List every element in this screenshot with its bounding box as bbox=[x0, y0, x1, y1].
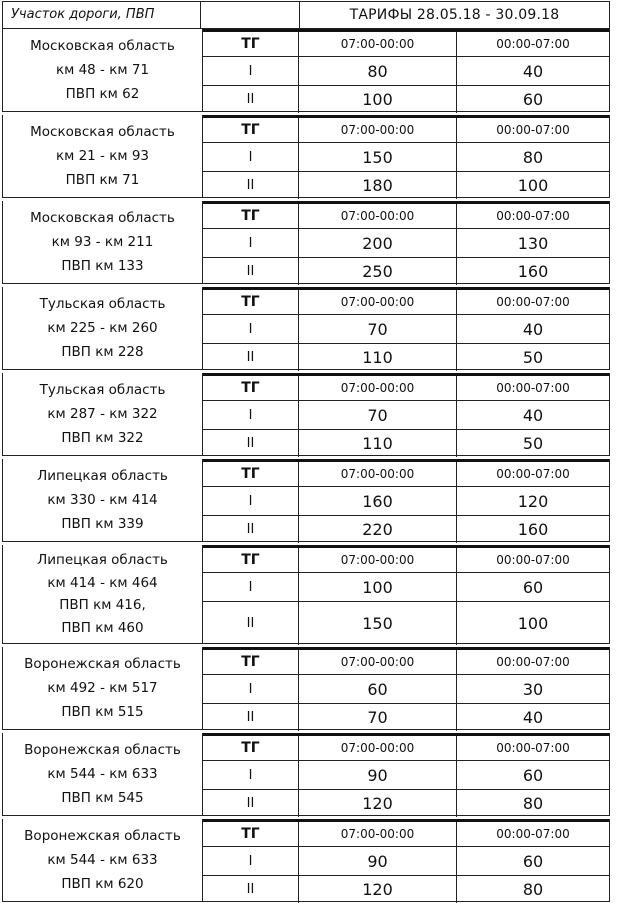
section-name bbox=[3, 201, 203, 283]
section-name bbox=[3, 115, 203, 197]
day-tariff-cell: 110 bbox=[299, 430, 457, 457]
tariff-row bbox=[203, 228, 609, 257]
night-tariff-cell: 60 bbox=[522, 851, 544, 871]
category-cell: II bbox=[203, 430, 299, 457]
day-tariff-cell: 100 bbox=[299, 86, 457, 113]
section-block bbox=[2, 819, 610, 902]
section-blocks bbox=[2, 29, 610, 902]
section-name-line: ПВП км 62 bbox=[65, 85, 140, 102]
section-name-line: Воронежская область bbox=[24, 827, 181, 844]
section-name-line: км 544 - км 633 bbox=[47, 765, 158, 782]
section-name bbox=[3, 373, 203, 455]
section-name-line: км 225 - км 260 bbox=[47, 319, 158, 336]
section-name-line: км 287 - км 322 bbox=[47, 405, 158, 422]
day-tariff-cell: 120 bbox=[299, 790, 457, 817]
night-tariff-cell: 00:00-07:00 bbox=[496, 37, 570, 51]
day-tariff-cell: 70 bbox=[299, 401, 457, 429]
section-block bbox=[2, 115, 610, 198]
category-cell: II bbox=[203, 876, 299, 903]
tariff-rows bbox=[203, 201, 609, 283]
section-name-line: ПВП км 322 bbox=[61, 429, 144, 446]
day-tariff-cell: 250 bbox=[299, 258, 457, 285]
tariff-rows bbox=[203, 459, 609, 541]
night-tariff-cell: 80 bbox=[522, 880, 544, 899]
night-tariff-cell: 50 bbox=[522, 434, 544, 453]
night-tariff-cell: 160 bbox=[517, 262, 549, 281]
category-cell: I bbox=[203, 57, 299, 85]
section-name-line: Тульская область bbox=[39, 381, 166, 398]
section-name-line: ПВП км 620 bbox=[61, 875, 144, 892]
night-tariff-cell: 130 bbox=[517, 233, 549, 253]
section-name bbox=[3, 819, 203, 901]
tariff-row bbox=[203, 674, 609, 703]
section-name-line: км 330 - км 414 bbox=[47, 491, 158, 508]
tariff-row bbox=[203, 171, 609, 199]
day-tariff-cell: 90 bbox=[299, 847, 457, 875]
category-cell: I bbox=[203, 761, 299, 789]
tariff-rows bbox=[203, 733, 609, 815]
category-cell: ТГ bbox=[203, 204, 299, 228]
night-tariff-cell: 80 bbox=[522, 794, 544, 813]
category-cell: ТГ bbox=[203, 462, 299, 486]
section-block bbox=[2, 459, 610, 542]
section-name-line: Тульская область bbox=[39, 295, 166, 312]
tariff-rows bbox=[203, 29, 609, 111]
time-period-row bbox=[203, 115, 609, 142]
night-tariff-cell: 80 bbox=[522, 147, 544, 167]
day-tariff-cell: 120 bbox=[299, 876, 457, 903]
day-tariff-cell: 07:00-00:00 bbox=[299, 204, 457, 228]
section-name-line: Московская область bbox=[30, 37, 175, 54]
night-tariff-cell: 40 bbox=[522, 405, 544, 425]
section-name-line: ПВП км 545 bbox=[61, 789, 144, 806]
category-cell: ТГ bbox=[203, 822, 299, 846]
night-tariff-cell: 40 bbox=[522, 61, 544, 81]
day-tariff-cell: 150 bbox=[299, 143, 457, 171]
tariff-row bbox=[203, 486, 609, 515]
night-tariff-cell: 60 bbox=[522, 90, 544, 109]
category-cell: II bbox=[203, 172, 299, 199]
day-tariff-cell: 150 bbox=[299, 602, 457, 645]
time-period-row bbox=[203, 29, 609, 56]
table-header bbox=[2, 1, 610, 29]
section-name-line: км 48 - км 71 bbox=[55, 61, 150, 78]
tariff-row bbox=[203, 257, 609, 285]
category-cell: I bbox=[203, 143, 299, 171]
time-period-row bbox=[203, 373, 609, 400]
category-cell: ТГ bbox=[203, 650, 299, 674]
tariff-row bbox=[203, 789, 609, 817]
night-tariff-cell: 00:00-07:00 bbox=[496, 827, 570, 841]
night-tariff-cell: 00:00-07:00 bbox=[496, 741, 570, 755]
tariff-row bbox=[203, 400, 609, 429]
day-tariff-cell: 07:00-00:00 bbox=[299, 736, 457, 760]
day-tariff-cell: 220 bbox=[299, 516, 457, 543]
category-cell: I bbox=[203, 847, 299, 875]
section-name-line: Московская область bbox=[30, 209, 175, 226]
tariff-row bbox=[203, 515, 609, 543]
day-tariff-cell: 100 bbox=[299, 573, 457, 601]
category-cell: II bbox=[203, 86, 299, 113]
night-tariff-cell: 160 bbox=[517, 520, 549, 539]
category-cell: I bbox=[203, 401, 299, 429]
tariff-row bbox=[203, 875, 609, 903]
header-section-label: Участок дороги, ПВП bbox=[3, 2, 201, 28]
day-tariff-cell: 07:00-00:00 bbox=[299, 462, 457, 486]
day-tariff-cell: 07:00-00:00 bbox=[299, 548, 457, 572]
night-tariff-cell: 00:00-07:00 bbox=[496, 295, 570, 309]
night-tariff-cell: 40 bbox=[522, 319, 544, 339]
section-name bbox=[3, 647, 203, 729]
night-tariff-cell: 60 bbox=[522, 765, 544, 785]
tariff-row bbox=[203, 343, 609, 371]
night-tariff-cell: 00:00-07:00 bbox=[496, 467, 570, 481]
night-tariff-cell: 100 bbox=[517, 614, 549, 633]
time-period-row bbox=[203, 459, 609, 486]
day-tariff-cell: 200 bbox=[299, 229, 457, 257]
category-cell: II bbox=[203, 704, 299, 731]
section-block bbox=[2, 733, 610, 816]
tariff-row bbox=[203, 703, 609, 731]
section-name-line: км 21 - км 93 bbox=[55, 147, 150, 164]
category-cell: ТГ bbox=[203, 736, 299, 760]
time-period-row bbox=[203, 733, 609, 760]
section-name bbox=[3, 29, 203, 111]
time-period-row bbox=[203, 545, 609, 572]
day-tariff-cell: 07:00-00:00 bbox=[299, 376, 457, 400]
section-name bbox=[3, 545, 203, 643]
section-name bbox=[3, 287, 203, 369]
section-name bbox=[3, 733, 203, 815]
night-tariff-cell: 100 bbox=[517, 176, 549, 195]
tariff-row bbox=[203, 429, 609, 457]
day-tariff-cell: 07:00-00:00 bbox=[299, 822, 457, 846]
section-block bbox=[2, 373, 610, 456]
section-name-line: ПВП км 515 bbox=[61, 703, 144, 720]
day-tariff-cell: 07:00-00:00 bbox=[299, 650, 457, 674]
tariff-row bbox=[203, 85, 609, 113]
section-block bbox=[2, 29, 610, 112]
day-tariff-cell: 160 bbox=[299, 487, 457, 515]
tariff-row bbox=[203, 56, 609, 85]
header-gap bbox=[201, 2, 299, 28]
category-cell: ТГ bbox=[203, 290, 299, 314]
time-period-row bbox=[203, 647, 609, 674]
category-cell: ТГ bbox=[203, 32, 299, 56]
section-name-line: км 492 - км 517 bbox=[47, 679, 158, 696]
night-tariff-cell: 120 bbox=[517, 491, 549, 511]
time-period-row bbox=[203, 287, 609, 314]
tariff-rows bbox=[203, 115, 609, 197]
tariff-row bbox=[203, 760, 609, 789]
tariff-rows bbox=[203, 545, 609, 643]
section-name-line: Липецкая область bbox=[37, 467, 168, 484]
day-tariff-cell: 07:00-00:00 bbox=[299, 118, 457, 142]
section-name-line: Воронежская область bbox=[24, 741, 181, 758]
day-tariff-cell: 07:00-00:00 bbox=[299, 290, 457, 314]
tariff-row bbox=[203, 142, 609, 171]
category-cell: II bbox=[203, 516, 299, 543]
category-cell: II bbox=[203, 790, 299, 817]
section-name bbox=[3, 459, 203, 541]
category-cell: ТГ bbox=[203, 548, 299, 572]
section-name-line: Воронежская область bbox=[24, 655, 181, 672]
section-block bbox=[2, 647, 610, 730]
category-cell: I bbox=[203, 675, 299, 703]
day-tariff-cell: 80 bbox=[299, 57, 457, 85]
category-cell: ТГ bbox=[203, 376, 299, 400]
time-period-row bbox=[203, 819, 609, 846]
tariff-rows bbox=[203, 287, 609, 369]
category-cell: I bbox=[203, 229, 299, 257]
night-tariff-cell: 30 bbox=[522, 679, 544, 699]
section-name-line: ПВП км 460 bbox=[61, 619, 144, 636]
category-cell: I bbox=[203, 487, 299, 515]
tariff-rows bbox=[203, 647, 609, 729]
header-tariffs-label: ТАРИФЫ 28.05.18 - 30.09.18 bbox=[299, 2, 609, 28]
section-name-line: км 93 - км 211 bbox=[51, 233, 154, 250]
section-block bbox=[2, 545, 610, 644]
night-tariff-cell: 00:00-07:00 bbox=[496, 123, 570, 137]
category-cell: I bbox=[203, 315, 299, 343]
tariff-rows bbox=[203, 819, 609, 901]
category-cell: II bbox=[203, 258, 299, 285]
category-cell: ТГ bbox=[203, 118, 299, 142]
section-block bbox=[2, 201, 610, 284]
tariff-row bbox=[203, 601, 609, 645]
day-tariff-cell: 180 bbox=[299, 172, 457, 199]
section-name-line: ПВП км 133 bbox=[61, 257, 144, 274]
tariff-row bbox=[203, 572, 609, 601]
section-name-line: Липецкая область bbox=[37, 552, 168, 569]
category-cell: II bbox=[203, 602, 299, 645]
section-name-line: км 544 - км 633 bbox=[47, 851, 158, 868]
section-name-line: ПВП км 339 bbox=[61, 515, 144, 532]
tariff-rows bbox=[203, 373, 609, 455]
section-block bbox=[2, 287, 610, 370]
time-period-row bbox=[203, 201, 609, 228]
tariff-row bbox=[203, 846, 609, 875]
day-tariff-cell: 07:00-00:00 bbox=[299, 32, 457, 56]
day-tariff-cell: 110 bbox=[299, 344, 457, 371]
night-tariff-cell: 00:00-07:00 bbox=[496, 655, 570, 669]
day-tariff-cell: 60 bbox=[299, 675, 457, 703]
day-tariff-cell: 70 bbox=[299, 704, 457, 731]
night-tariff-cell: 50 bbox=[522, 348, 544, 367]
section-name-line: ПВП км 71 bbox=[65, 171, 140, 188]
night-tariff-cell: 00:00-07:00 bbox=[496, 209, 570, 223]
section-name-line: км 414 - км 464 bbox=[47, 574, 158, 591]
day-tariff-cell: 70 bbox=[299, 315, 457, 343]
night-tariff-cell: 40 bbox=[522, 708, 544, 727]
section-name-line: ПВП км 416, bbox=[59, 597, 146, 614]
section-name-line: Московская область bbox=[30, 123, 175, 140]
night-tariff-cell: 00:00-07:00 bbox=[496, 553, 570, 567]
category-cell: I bbox=[203, 573, 299, 601]
section-name-line: ПВП км 228 bbox=[61, 343, 144, 360]
night-tariff-cell: 60 bbox=[522, 577, 544, 597]
tariff-row bbox=[203, 314, 609, 343]
category-cell: II bbox=[203, 344, 299, 371]
night-tariff-cell: 00:00-07:00 bbox=[496, 381, 570, 395]
day-tariff-cell: 90 bbox=[299, 761, 457, 789]
tariff-table bbox=[2, 1, 610, 902]
